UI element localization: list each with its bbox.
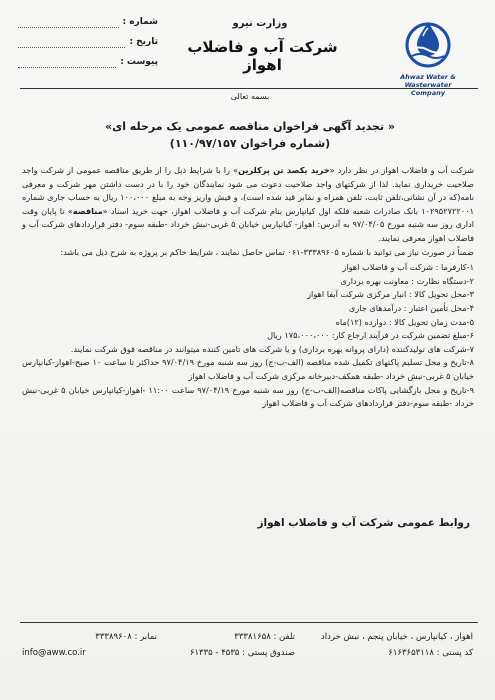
list-item: ۹-تاریخ و محل بازگشایی پاکات مناقصه(الف-ب-ج) روز سه شنبه مورخ ۹۷/۰۴/۱۹ ساعت ۱۱:۰۰ -اهواز-کیانپارس خیابان ۵ غربی-نبش خرداد -طبقه سوم-دفتر قراردادهای شرکت آب و فاضلاب اهواز (22, 384, 474, 409)
notice-number: (شماره فراخوان ۱۱۰/۹۷/۱۵۷) (169, 137, 331, 150)
footer-address: اهواز ، کیانپارس ، خیابان پنجم ، نبش خرداد (320, 632, 473, 642)
attachment-label: پیوست : (120, 57, 158, 67)
list-item: ۳-محل تحویل کالا : انبار مرکزی شرکت آبفا اهواز (307, 289, 474, 300)
footer-po-box: صندوق پستی : ۴۵۳۵ - ۶۱۳۳۵ (189, 648, 295, 658)
footer-divider (20, 622, 478, 623)
date-label: تاریخ : (129, 37, 158, 47)
intro-part2: » را با شرایط ذیل را از طریق مناقصه عمومی از شرکت واجد صلاحیت خریداری نماید. لذا از شرکتهای واجد صلاحیت دعوت می شود نمایندگان خود را با در دست داشتن مهر شرکت و معرفی نامه(که در آن نشانی،تلفن ثابت، تلفن همراه و نمابر قید شده است)، و فیش واریز وجه به مبلغ ۱۰۰،۰۰۰ ریال به حساب جاری شماره ۱۰۲۹۵۲۷۲۲۰۰۱ بانک صادرات شعبه فلکه اول کیانپارس بنام شرکت آب و فاضلاب اهواز، جهت خرید اسناد « (22, 165, 474, 216)
list-item: ۶-مبلغ تضمین شرکت در فرآیند ارجاع کار: ۱۷۵،۰۰۰،۰۰۰ ریال (267, 330, 474, 341)
logo-caption (378, 73, 478, 97)
list-item: ۱-کارفرما : شرکت آب و فاضلاب اهواز (342, 262, 474, 273)
company-logo (378, 18, 478, 97)
footer-fax: نمابر : ۳۳۳۸۹۶۰۸ (95, 632, 157, 642)
footer-phone: تلفن : ۳۳۳۸۱۶۵۸ (234, 632, 295, 642)
number-label: شماره : (122, 17, 158, 27)
list-item: ۴-محل تأمین اعتبار : درآمدهای جاری (348, 302, 474, 313)
attachment-line (18, 57, 116, 68)
list-item: ۵-مدت زمان تحویل کالا : دوازده (۱۲)ماه (335, 316, 474, 327)
paragraph-intro (22, 164, 474, 246)
ministry-name: وزارت نیرو (232, 18, 288, 29)
list-item: ۷-شرکت های تولیدکننده (دارای پروانه بهره برداری) و یا شرکت های تامین کننده میتوانند در مناقصه فوق شرکت نمایند. (70, 343, 474, 354)
attachment-field (18, 52, 158, 72)
signature: روابط عمومی شرکت آب و فاضلاب اهواز (257, 517, 470, 529)
footer-address-block (283, 629, 473, 661)
conditions-list (22, 261, 474, 411)
footer-postal-code: کد پستی : ۶۱۶۳۶۵۳۱۱۸ (388, 648, 473, 658)
bismillah: بسمه تعالی (230, 92, 270, 101)
logo-caption-line1: Ahwaz Water & Wasterwater (400, 73, 456, 89)
reference-fields (18, 12, 158, 72)
date-line (18, 37, 125, 48)
company-name: شرکت آب و فاضلاب اهواز (187, 38, 338, 74)
item-name: خرید یکصد تن پرکلرین (238, 165, 330, 175)
header-divider (20, 88, 478, 89)
notice-body (22, 164, 474, 411)
tender-word: مناقصه (72, 205, 103, 216)
number-line (18, 17, 119, 28)
footer-email[interactable]: info@aww.co.ir (22, 648, 86, 658)
number-field (18, 12, 158, 32)
paragraph-contact: ضمناً در صورت نیاز می توانید با شماره ۳۳۳۸۹۶۰۵-۰۶۱ تماس حاصل نمایند ، شرایط حاکم بر پروژه به شرح ذیل می باشد: (60, 246, 474, 257)
footer-fax-block (22, 629, 157, 661)
intro-part3: » تا پایان وقت اداری روز سه شنبه مورخ ۹۷/۰۴/۰۵ به آدرس: اهواز- کیانپارس خیابان ۵ غربی-نبش خرداد -طبقه سوم- دفتر قراردادهای شرکت آب و فاضلاب اهواز معرفی نمایند. (22, 205, 474, 243)
water-drop-globe-logo-icon (400, 18, 456, 68)
notice-title: « تجدید آگهی فراخوان مناقصه عمومی یک مرحله ای» (105, 120, 395, 133)
list-item: ۸-تاریخ و محل تسلیم پاکتهای تکمیل شده مناقصه (الف-ب-ج) روز سه شنبه مورخ ۹۷/۰۴/۱۹ حداکثر تا ساعت ۱۰ صبح-اهواز-کیانپارس خیابان ۵ غربی-نبش خرداد -طبقه همکف-دبیرخانه مرکزی شرکت آب و فاضلاب اهواز (22, 357, 475, 381)
intro-part1: شرکت آب و فاضلاب اهواز در نظر دارد « (329, 165, 474, 175)
logo-caption-line2: Company (411, 89, 445, 97)
footer-phone-block (165, 629, 295, 661)
list-item: ۲-دستگاه نظارت : معاونت بهره برداری (340, 275, 474, 286)
date-field (18, 32, 158, 52)
